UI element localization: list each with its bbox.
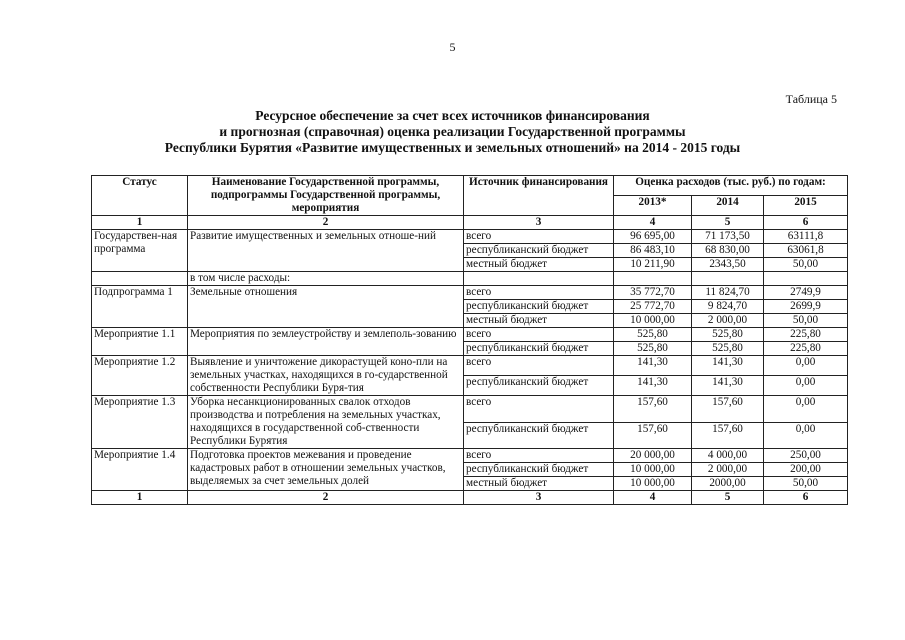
document-title — [0, 108, 905, 156]
header-name: Наименование Государственной программы, подпрограммы Государственной программы, мероприятия — [188, 176, 464, 216]
title-line-2: и прогнозная (справочная) оценка реализации Государственной программы — [219, 124, 686, 139]
table-row — [92, 328, 848, 342]
value-2013-cell: 525,80 — [614, 328, 692, 342]
header-status: Статус — [92, 176, 188, 216]
header-row — [92, 176, 848, 196]
value-2015-cell: 0,00 — [764, 356, 848, 376]
value-2013-cell: 96 695,00 — [614, 230, 692, 244]
col-number: 3 — [464, 216, 614, 230]
source-cell: республиканский бюджет — [464, 342, 614, 356]
source-cell: местный бюджет — [464, 477, 614, 491]
value-2013-cell: 10 211,90 — [614, 258, 692, 272]
value-2014-cell: 71 173,50 — [692, 230, 764, 244]
source-cell — [464, 272, 614, 286]
value-2014-cell: 525,80 — [692, 342, 764, 356]
value-2013-cell: 10 000,00 — [614, 463, 692, 477]
source-cell: республиканский бюджет — [464, 376, 614, 396]
value-2013-cell — [614, 272, 692, 286]
value-2015-cell: 50,00 — [764, 314, 848, 328]
value-2015-cell: 250,00 — [764, 449, 848, 463]
value-2014-cell: 4 000,00 — [692, 449, 764, 463]
value-2015-cell: 50,00 — [764, 477, 848, 491]
col-number: 6 — [764, 216, 848, 230]
source-cell: всего — [464, 286, 614, 300]
col-number: 1 — [92, 491, 188, 505]
table-body — [92, 230, 848, 491]
value-2015-cell: 0,00 — [764, 396, 848, 423]
value-2015-cell: 225,80 — [764, 342, 848, 356]
col-number: 5 — [692, 491, 764, 505]
value-2015-cell: 50,00 — [764, 258, 848, 272]
header-year-2015: 2015 — [764, 196, 848, 216]
source-cell: всего — [464, 230, 614, 244]
column-number-footer-row — [92, 491, 848, 505]
header-estimate: Оценка расходов (тыс. руб.) по годам: — [614, 176, 848, 196]
value-2014-cell: 157,60 — [692, 422, 764, 449]
value-2013-cell: 10 000,00 — [614, 314, 692, 328]
value-2015-cell: 0,00 — [764, 376, 848, 396]
col-number: 2 — [188, 216, 464, 230]
header-year-2013: 2013* — [614, 196, 692, 216]
value-2014-cell: 525,80 — [692, 328, 764, 342]
title-line-1: Ресурсное обеспечение за счет всех источников финансирования — [255, 108, 650, 123]
col-number: 4 — [614, 216, 692, 230]
col-number: 3 — [464, 491, 614, 505]
status-cell: Подпрограмма 1 — [92, 286, 188, 328]
status-cell — [92, 272, 188, 286]
table-row — [92, 396, 848, 423]
program-name-cell: Земельные отношения — [188, 286, 464, 328]
status-cell: Государствен-ная программа — [92, 230, 188, 272]
program-name-cell: Выявление и уничтожение дикорастущей коно-пли на земельных участках, находящихся в го-сударственной собственности Республики Буря-тия — [188, 356, 464, 396]
value-2013-cell: 525,80 — [614, 342, 692, 356]
page-number: 5 — [449, 40, 456, 54]
program-name-cell: Подготовка проектов межевания и проведение кадастровых работ в отношении земельных участков, выделяемых за счет земельных долей — [188, 449, 464, 491]
source-cell: всего — [464, 396, 614, 423]
value-2015-cell — [764, 272, 848, 286]
table-label: Таблица 5 — [785, 92, 837, 106]
value-2015-cell: 225,80 — [764, 328, 848, 342]
source-cell: местный бюджет — [464, 258, 614, 272]
col-number: 5 — [692, 216, 764, 230]
table-row — [92, 272, 848, 286]
table-row — [92, 356, 848, 376]
program-name-cell: Уборка несанкционированных свалок отходов производства и потребления на земельных участках, находящихся в государственной соб-ственности Республики Бурятия — [188, 396, 464, 449]
value-2015-cell: 2699,9 — [764, 300, 848, 314]
status-cell: Мероприятие 1.1 — [92, 328, 188, 356]
value-2015-cell: 2749,9 — [764, 286, 848, 300]
title-line-3: Республики Бурятия «Развитие имущественных и земельных отношений» на 2014 - 2015 годы — [164, 140, 741, 155]
col-number: 2 — [188, 491, 464, 505]
header-year-2014: 2014 — [692, 196, 764, 216]
value-2014-cell — [692, 272, 764, 286]
col-number: 4 — [614, 491, 692, 505]
value-2013-cell: 25 772,70 — [614, 300, 692, 314]
value-2015-cell: 63111,8 — [764, 230, 848, 244]
value-2014-cell: 2000,00 — [692, 477, 764, 491]
value-2013-cell: 20 000,00 — [614, 449, 692, 463]
value-2013-cell: 141,30 — [614, 376, 692, 396]
value-2014-cell: 141,30 — [692, 356, 764, 376]
value-2014-cell: 2 000,00 — [692, 314, 764, 328]
value-2013-cell: 86 483,10 — [614, 244, 692, 258]
source-cell: всего — [464, 328, 614, 342]
source-cell: республиканский бюджет — [464, 244, 614, 258]
header-source: Источник финансирования — [464, 176, 614, 216]
value-2015-cell: 0,00 — [764, 422, 848, 449]
program-name-cell: Развитие имущественных и земельных отноше-ний — [188, 230, 464, 272]
source-cell: республиканский бюджет — [464, 463, 614, 477]
value-2014-cell: 2 000,00 — [692, 463, 764, 477]
value-2015-cell: 200,00 — [764, 463, 848, 477]
resource-table — [91, 175, 848, 505]
value-2014-cell: 141,30 — [692, 376, 764, 396]
source-cell: всего — [464, 449, 614, 463]
value-2013-cell: 157,60 — [614, 422, 692, 449]
value-2014-cell: 2343,50 — [692, 258, 764, 272]
source-cell: республиканский бюджет — [464, 422, 614, 449]
value-2014-cell: 11 824,70 — [692, 286, 764, 300]
table-row — [92, 230, 848, 244]
status-cell: Мероприятие 1.4 — [92, 449, 188, 491]
program-name-cell: Мероприятия по землеустройству и землеполь-зованию — [188, 328, 464, 356]
table-row — [92, 286, 848, 300]
value-2014-cell: 157,60 — [692, 396, 764, 423]
column-number-row — [92, 216, 848, 230]
source-cell: всего — [464, 356, 614, 376]
value-2014-cell: 9 824,70 — [692, 300, 764, 314]
value-2013-cell: 35 772,70 — [614, 286, 692, 300]
col-number: 1 — [92, 216, 188, 230]
status-cell: Мероприятие 1.3 — [92, 396, 188, 449]
value-2013-cell: 10 000,00 — [614, 477, 692, 491]
source-cell: местный бюджет — [464, 314, 614, 328]
status-cell: Мероприятие 1.2 — [92, 356, 188, 396]
value-2014-cell: 68 830,00 — [692, 244, 764, 258]
value-2013-cell: 157,60 — [614, 396, 692, 423]
table-row — [92, 449, 848, 463]
value-2013-cell: 141,30 — [614, 356, 692, 376]
program-name-cell: в том числе расходы: — [188, 272, 464, 286]
value-2015-cell: 63061,8 — [764, 244, 848, 258]
col-number: 6 — [764, 491, 848, 505]
source-cell: республиканский бюджет — [464, 300, 614, 314]
